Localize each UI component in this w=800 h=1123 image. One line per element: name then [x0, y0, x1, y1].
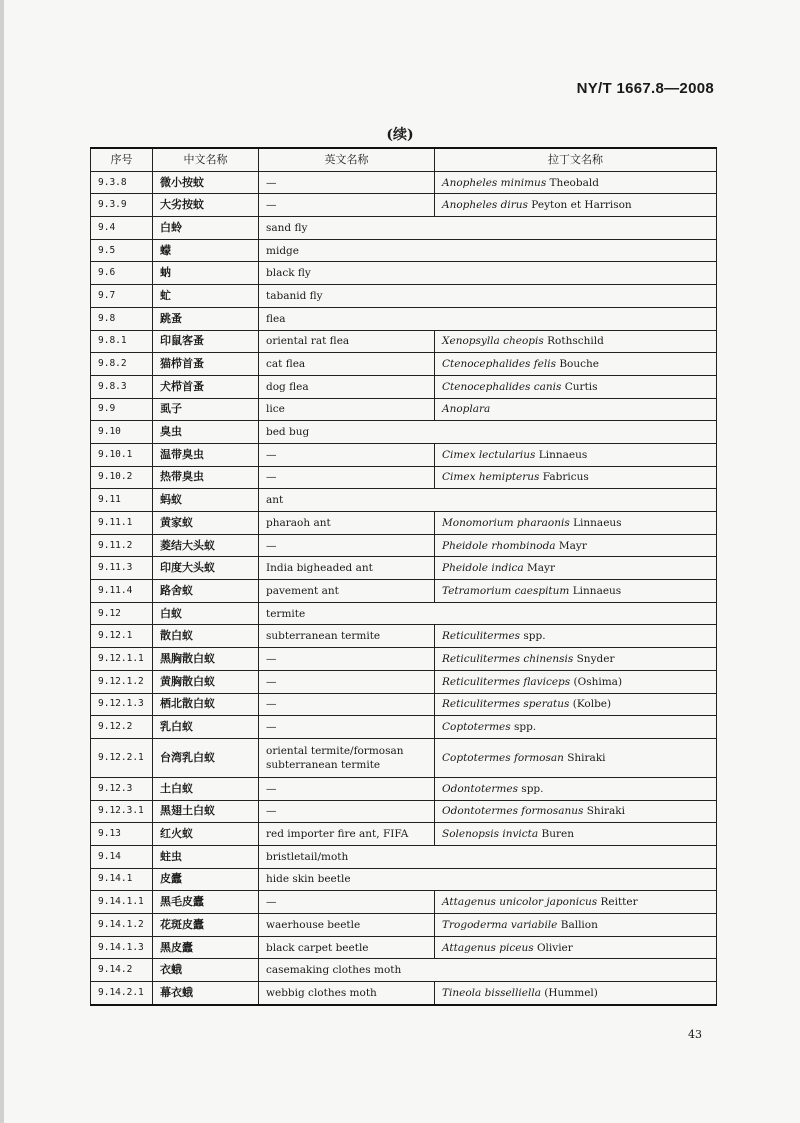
cell-chinese-name: 路舍蚁 — [153, 580, 259, 603]
cell-chinese-name: 印鼠客蚤 — [153, 330, 259, 353]
latin-authority: Mayr — [523, 562, 556, 575]
cell-latin-name — [435, 738, 717, 777]
latin-genus-species: Ctenocephalides felis — [442, 358, 556, 371]
cell-chinese-name: 花斑皮蠹 — [153, 914, 259, 937]
latin-genus-species: Reticulitermes flaviceps — [442, 675, 571, 688]
table-header-row — [91, 148, 717, 171]
table-row — [91, 217, 717, 240]
cell-chinese-name: 黄家蚁 — [153, 512, 259, 535]
cell-english-name: dog flea — [259, 375, 435, 398]
cell-chinese-name: 菱结大头蚁 — [153, 534, 259, 557]
cell-latin-name — [435, 375, 717, 398]
table-row — [91, 262, 717, 285]
cell-english-name: pharaoh ant — [259, 512, 435, 535]
cell-english-name: webbig clothes moth — [259, 982, 435, 1005]
latin-genus-species: Attagenus piceus — [442, 941, 534, 954]
latin-genus-species: Cimex hemipterus — [442, 471, 540, 484]
cell-chinese-name: 虻 — [153, 285, 259, 308]
scan-edge — [0, 0, 4, 1123]
latin-authority: Fabricus — [539, 471, 589, 484]
cell-latin-name — [435, 194, 717, 217]
latin-genus-species: Monomorium pharaonis — [442, 516, 570, 529]
latin-authority: spp. — [510, 721, 537, 734]
cell-chinese-name: 散白蚁 — [153, 625, 259, 648]
cell-number: 9.8.1 — [91, 330, 153, 353]
cell-chinese-name: 臭虫 — [153, 421, 259, 444]
cell-english-name: cat flea — [259, 353, 435, 376]
cell-number: 9.10.2 — [91, 466, 153, 489]
cell-english-name: — — [259, 693, 435, 716]
cell-chinese-name: 白蚁 — [153, 602, 259, 625]
cell-english-name: pavement ant — [259, 580, 435, 603]
cell-english-name: flea — [259, 307, 717, 330]
latin-genus-species: Reticulitermes speratus — [442, 698, 570, 711]
table-row — [91, 800, 717, 823]
table-row — [91, 557, 717, 580]
cell-chinese-name: 白蛉 — [153, 217, 259, 240]
latin-authority: Ballion — [557, 918, 598, 931]
cell-latin-name — [435, 512, 717, 535]
latin-genus-species: Reticulitermes chinensis — [442, 652, 574, 665]
cell-number: 9.11.4 — [91, 580, 153, 603]
cell-number: 9.11 — [91, 489, 153, 512]
latin-authority: Olivier — [533, 941, 573, 954]
latin-genus-species: Solenopsis invicta — [442, 828, 539, 841]
cell-number: 9.13 — [91, 823, 153, 846]
cell-chinese-name: 栖北散白蚁 — [153, 693, 259, 716]
cell-chinese-name: 热带臭虫 — [153, 466, 259, 489]
cell-english-name: bristletail/moth — [259, 845, 717, 868]
cell-english-name: lice — [259, 398, 435, 421]
cell-english-name: red importer fire ant, FIFA — [259, 823, 435, 846]
table-body — [91, 171, 717, 1005]
latin-authority: Bouche — [555, 358, 599, 371]
cell-number: 9.6 — [91, 262, 153, 285]
cell-chinese-name: 皮蠹 — [153, 868, 259, 891]
latin-genus-species: Odontotermes — [442, 782, 518, 795]
cell-english-name: sand fly — [259, 217, 717, 240]
table-row — [91, 982, 717, 1005]
cell-chinese-name: 台湾乳白蚁 — [153, 738, 259, 777]
cell-number: 9.12 — [91, 602, 153, 625]
cell-english-name: — — [259, 670, 435, 693]
cell-number: 9.12.1.1 — [91, 648, 153, 671]
latin-authority: Rothschild — [543, 335, 604, 348]
cell-english-name: — — [259, 648, 435, 671]
latin-authority: Shiraki — [583, 805, 626, 818]
cell-english-name: — — [259, 171, 435, 194]
cell-latin-name — [435, 891, 717, 914]
cell-english-name: oriental termite/formosan subterranean termite — [259, 738, 435, 777]
table-row — [91, 580, 717, 603]
cell-chinese-name: 虱子 — [153, 398, 259, 421]
latin-authority: (Kolbe) — [569, 698, 612, 711]
table-row — [91, 670, 717, 693]
cell-number: 9.12.3.1 — [91, 800, 153, 823]
continued-label: (续) — [386, 127, 414, 143]
cell-chinese-name: 红火蚁 — [153, 823, 259, 846]
latin-authority: Shiraki — [563, 751, 606, 764]
cell-number: 9.8.3 — [91, 375, 153, 398]
nomenclature-table — [90, 147, 717, 1006]
cell-latin-name — [435, 936, 717, 959]
cell-number: 9.14.1.2 — [91, 914, 153, 937]
table-row — [91, 914, 717, 937]
cell-number: 9.5 — [91, 239, 153, 262]
table-row — [91, 353, 717, 376]
cell-english-name: — — [259, 800, 435, 823]
cell-chinese-name: 犬栉首蚤 — [153, 375, 259, 398]
cell-latin-name — [435, 534, 717, 557]
cell-number: 9.12.2 — [91, 716, 153, 739]
table-row — [91, 823, 717, 846]
page-number: 43 — [688, 1028, 702, 1041]
cell-number: 9.12.1.2 — [91, 670, 153, 693]
latin-authority: spp. — [517, 782, 544, 795]
table-row — [91, 398, 717, 421]
latin-authority: Peyton et Harrison — [527, 199, 632, 212]
table-row — [91, 845, 717, 868]
cell-chinese-name: 猫栉首蚤 — [153, 353, 259, 376]
cell-latin-name — [435, 982, 717, 1005]
cell-number: 9.14.2.1 — [91, 982, 153, 1005]
latin-authority: (Oshima) — [570, 675, 623, 688]
latin-genus-species: Pheidole rhombinoda — [442, 539, 556, 552]
latin-authority: Theobald — [546, 176, 599, 189]
latin-genus-species: Pheidole indica — [442, 562, 524, 575]
latin-genus-species: Reticulitermes — [442, 630, 521, 643]
cell-english-name: waerhouse beetle — [259, 914, 435, 937]
cell-english-name: — — [259, 194, 435, 217]
cell-latin-name — [435, 823, 717, 846]
cell-number: 9.12.1 — [91, 625, 153, 648]
cell-number: 9.14 — [91, 845, 153, 868]
latin-authority: Linnaeus — [569, 516, 622, 529]
cell-number: 9.11.2 — [91, 534, 153, 557]
cell-english-name: casemaking clothes moth — [259, 959, 717, 982]
cell-english-name: — — [259, 466, 435, 489]
cell-english-name: ant — [259, 489, 717, 512]
table-row — [91, 466, 717, 489]
cell-chinese-name: 蚋 — [153, 262, 259, 285]
cell-chinese-name: 黑皮蠹 — [153, 936, 259, 959]
cell-number: 9.12.3 — [91, 777, 153, 800]
table-row — [91, 693, 717, 716]
header-latin-name: 拉丁文名称 — [435, 148, 717, 171]
standard-number: NY/T 1667.8—2008 — [576, 80, 714, 97]
cell-number: 9.10 — [91, 421, 153, 444]
cell-chinese-name: 大劣按蚊 — [153, 194, 259, 217]
table-row — [91, 534, 717, 557]
latin-authority: Linnaeus — [569, 584, 622, 597]
cell-english-name: — — [259, 891, 435, 914]
cell-number: 9.7 — [91, 285, 153, 308]
cell-latin-name — [435, 625, 717, 648]
cell-latin-name — [435, 557, 717, 580]
cell-english-name: India bigheaded ant — [259, 557, 435, 580]
cell-chinese-name: 蚂蚁 — [153, 489, 259, 512]
latin-genus-species: Ctenocephalides canis — [442, 380, 562, 393]
latin-genus-species: Anopheles dirus — [442, 199, 528, 212]
cell-latin-name — [435, 670, 717, 693]
cell-latin-name — [435, 443, 717, 466]
table-row — [91, 171, 717, 194]
cell-latin-name — [435, 914, 717, 937]
cell-latin-name — [435, 398, 717, 421]
table-row — [91, 648, 717, 671]
latin-genus-species: Coptotermes — [442, 721, 511, 734]
cell-chinese-name: 幕衣蛾 — [153, 982, 259, 1005]
cell-chinese-name: 印度大头蚁 — [153, 557, 259, 580]
latin-authority: Reitter — [597, 896, 638, 909]
table-row — [91, 738, 717, 777]
cell-chinese-name: 黑翅土白蚁 — [153, 800, 259, 823]
cell-english-name: — — [259, 716, 435, 739]
table-row — [91, 716, 717, 739]
table-row — [91, 959, 717, 982]
latin-genus-species: Attagenus unicolor japonicus — [442, 896, 598, 909]
table-row — [91, 330, 717, 353]
latin-authority: Linnaeus — [535, 448, 588, 461]
header-chinese-name: 中文名称 — [153, 148, 259, 171]
cell-english-name: tabanid fly — [259, 285, 717, 308]
latin-authority: (Hummel) — [540, 986, 598, 999]
cell-chinese-name: 蠓 — [153, 239, 259, 262]
cell-latin-name — [435, 330, 717, 353]
cell-english-name: black carpet beetle — [259, 936, 435, 959]
cell-chinese-name: 乳白蚁 — [153, 716, 259, 739]
cell-number: 9.14.1.1 — [91, 891, 153, 914]
cell-english-name: — — [259, 777, 435, 800]
table-row — [91, 512, 717, 535]
cell-number: 9.14.2 — [91, 959, 153, 982]
cell-english-name: midge — [259, 239, 717, 262]
cell-chinese-name: 跳蚤 — [153, 307, 259, 330]
cell-number: 9.10.1 — [91, 443, 153, 466]
table-row — [91, 625, 717, 648]
cell-number: 9.11.1 — [91, 512, 153, 535]
cell-latin-name — [435, 716, 717, 739]
header-number: 序号 — [91, 148, 153, 171]
latin-authority: spp. — [520, 630, 546, 643]
latin-genus-species: Xenopsylla cheopis — [442, 335, 544, 348]
cell-number: 9.11.3 — [91, 557, 153, 580]
cell-number: 9.3.9 — [91, 194, 153, 217]
cell-chinese-name: 衣蛾 — [153, 959, 259, 982]
table-row — [91, 307, 717, 330]
cell-number: 9.14.1.3 — [91, 936, 153, 959]
table-row — [91, 239, 717, 262]
cell-number: 9.8.2 — [91, 353, 153, 376]
cell-chinese-name: 蛀虫 — [153, 845, 259, 868]
cell-number: 9.4 — [91, 217, 153, 240]
cell-latin-name — [435, 353, 717, 376]
cell-latin-name — [435, 580, 717, 603]
latin-genus-species: Tineola bisselliella — [442, 986, 541, 999]
cell-number: 9.12.1.3 — [91, 693, 153, 716]
table-row — [91, 891, 717, 914]
latin-authority: Mayr — [555, 539, 587, 552]
cell-number: 9.8 — [91, 307, 153, 330]
table-row — [91, 936, 717, 959]
table-row — [91, 443, 717, 466]
table-row — [91, 777, 717, 800]
latin-genus-species: Odontotermes formosanus — [442, 805, 584, 818]
cell-chinese-name: 温带臭虫 — [153, 443, 259, 466]
latin-authority: Snyder — [573, 652, 615, 665]
latin-genus-species: Anoplara — [442, 403, 491, 416]
table-row — [91, 194, 717, 217]
cell-chinese-name: 黑胸散白蚁 — [153, 648, 259, 671]
cell-latin-name — [435, 171, 717, 194]
cell-english-name: — — [259, 443, 435, 466]
latin-authority: Curtis — [561, 380, 598, 393]
cell-english-name: — — [259, 534, 435, 557]
header-english-name: 英文名称 — [259, 148, 435, 171]
table-row — [91, 421, 717, 444]
cell-english-name: oriental rat flea — [259, 330, 435, 353]
cell-english-name: subterranean termite — [259, 625, 435, 648]
cell-english-name: hide skin beetle — [259, 868, 717, 891]
table-row — [91, 602, 717, 625]
cell-chinese-name: 黑毛皮蠹 — [153, 891, 259, 914]
cell-latin-name — [435, 693, 717, 716]
cell-latin-name — [435, 800, 717, 823]
cell-number: 9.9 — [91, 398, 153, 421]
table-row — [91, 489, 717, 512]
latin-genus-species: Coptotermes formosan — [442, 751, 564, 764]
cell-english-name: bed bug — [259, 421, 717, 444]
cell-number: 9.3.8 — [91, 171, 153, 194]
cell-chinese-name: 黄胸散白蚁 — [153, 670, 259, 693]
cell-latin-name — [435, 777, 717, 800]
cell-english-name: termite — [259, 602, 717, 625]
cell-chinese-name: 微小按蚊 — [153, 171, 259, 194]
table-row — [91, 868, 717, 891]
cell-number: 9.14.1 — [91, 868, 153, 891]
cell-latin-name — [435, 648, 717, 671]
cell-number: 9.12.2.1 — [91, 738, 153, 777]
latin-genus-species: Cimex lectularius — [442, 448, 536, 461]
table-row — [91, 285, 717, 308]
latin-genus-species: Anopheles minimus — [442, 176, 547, 189]
cell-latin-name — [435, 466, 717, 489]
cell-english-name: black fly — [259, 262, 717, 285]
latin-genus-species: Tetramorium caespitum — [442, 584, 570, 597]
cell-chinese-name: 土白蚁 — [153, 777, 259, 800]
latin-authority: Buren — [538, 828, 574, 841]
latin-genus-species: Trogoderma variabile — [442, 918, 558, 931]
table-row — [91, 375, 717, 398]
